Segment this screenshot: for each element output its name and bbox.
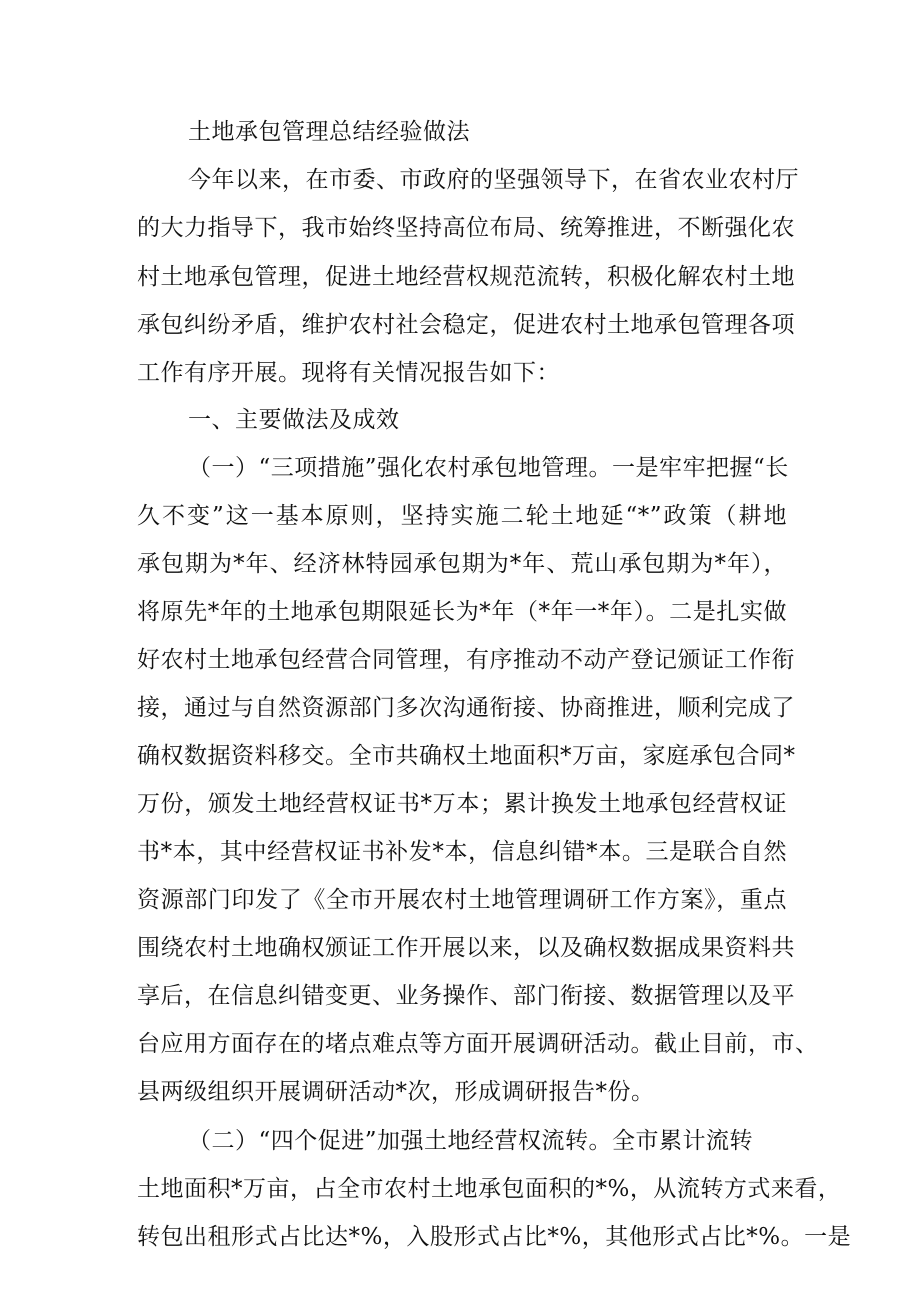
intro-line-1: 今年以来，在市委、市政府的坚强领导下，在省农业农村厅 xyxy=(188,167,799,193)
section-heading: 一、主要做法及成效 xyxy=(188,407,400,433)
document-title: 土地承包管理总结经验做法 xyxy=(188,119,470,145)
para1-line-6: 接，通过与自然资源部门多次沟通衔接、协商推进，顺利完成了 xyxy=(137,695,795,721)
intro-line-3: 村土地承包管理，促进土地经营权规范流转，积极化解农村土地 xyxy=(137,264,795,290)
para2-line-2: 土地面积*万亩，占全市农村土地承包面积的*%，从流转方式来看， xyxy=(137,1176,842,1202)
para1-line-12: 享后，在信息纠错变更、业务操作、部门衔接、数据管理以及平 xyxy=(137,983,795,1009)
para1-line-3: 承包期为*年、经济林特园承包期为*年、荒山承包期为*年）， xyxy=(137,551,787,577)
para2-line-1: （二）“四个促进”加强土地经营权流转。全市累计流转 xyxy=(188,1128,754,1154)
para2-line-3: 转包出租形式占比达*%，入股形式占比*%，其他形式占比*%。一是 xyxy=(137,1224,852,1250)
para1-line-13: 台应用方面存在的堵点难点等方面开展调研活动。截止目前，市、 xyxy=(137,1031,819,1057)
para1-line-14: 县两级组织开展调研活动*次，形成调研报告*份。 xyxy=(137,1079,655,1105)
para1-line-8: 万份，颁发土地经营权证书*万本；累计换发土地承包经营权证 xyxy=(137,791,787,817)
para1-line-7: 确权数据资料移交。全市共确权土地面积*万亩，家庭承包合同* xyxy=(137,743,796,769)
para1-line-1: （一）“三项措施”强化农村承包地管理。一是牢牢把握“长 xyxy=(188,455,789,481)
intro-line-4: 承包纠纷矛盾，维护农村社会稳定，促进农村土地承包管理各项 xyxy=(137,312,795,338)
intro-line-2: 的大力指导下，我市始终坚持高位布局、统筹推进，不断强化农 xyxy=(137,215,795,241)
para1-line-5: 好农村土地承包经营合同管理，有序推动不动产登记颁证工作衔 xyxy=(137,647,795,673)
para1-line-10: 资源部门印发了《全市开展农村土地管理调研工作方案》，重点 xyxy=(137,887,787,913)
para1-line-11: 围绕农村土地确权颁证工作开展以来，以及确权数据成果资料共 xyxy=(137,935,795,961)
para1-line-2: 久不变”这一基本原则，坚持实施二轮土地延“*”政策（耕地 xyxy=(137,503,787,529)
para1-line-9: 书*本，其中经营权证书补发*本，信息纠错*本。三是联合自然 xyxy=(137,839,787,865)
para1-line-4: 将原先*年的土地承包期限延长为*年（*年一*年）。二是扎实做 xyxy=(137,599,788,625)
intro-line-5: 工作有序开展。现将有关情况报告如下： xyxy=(137,360,560,386)
